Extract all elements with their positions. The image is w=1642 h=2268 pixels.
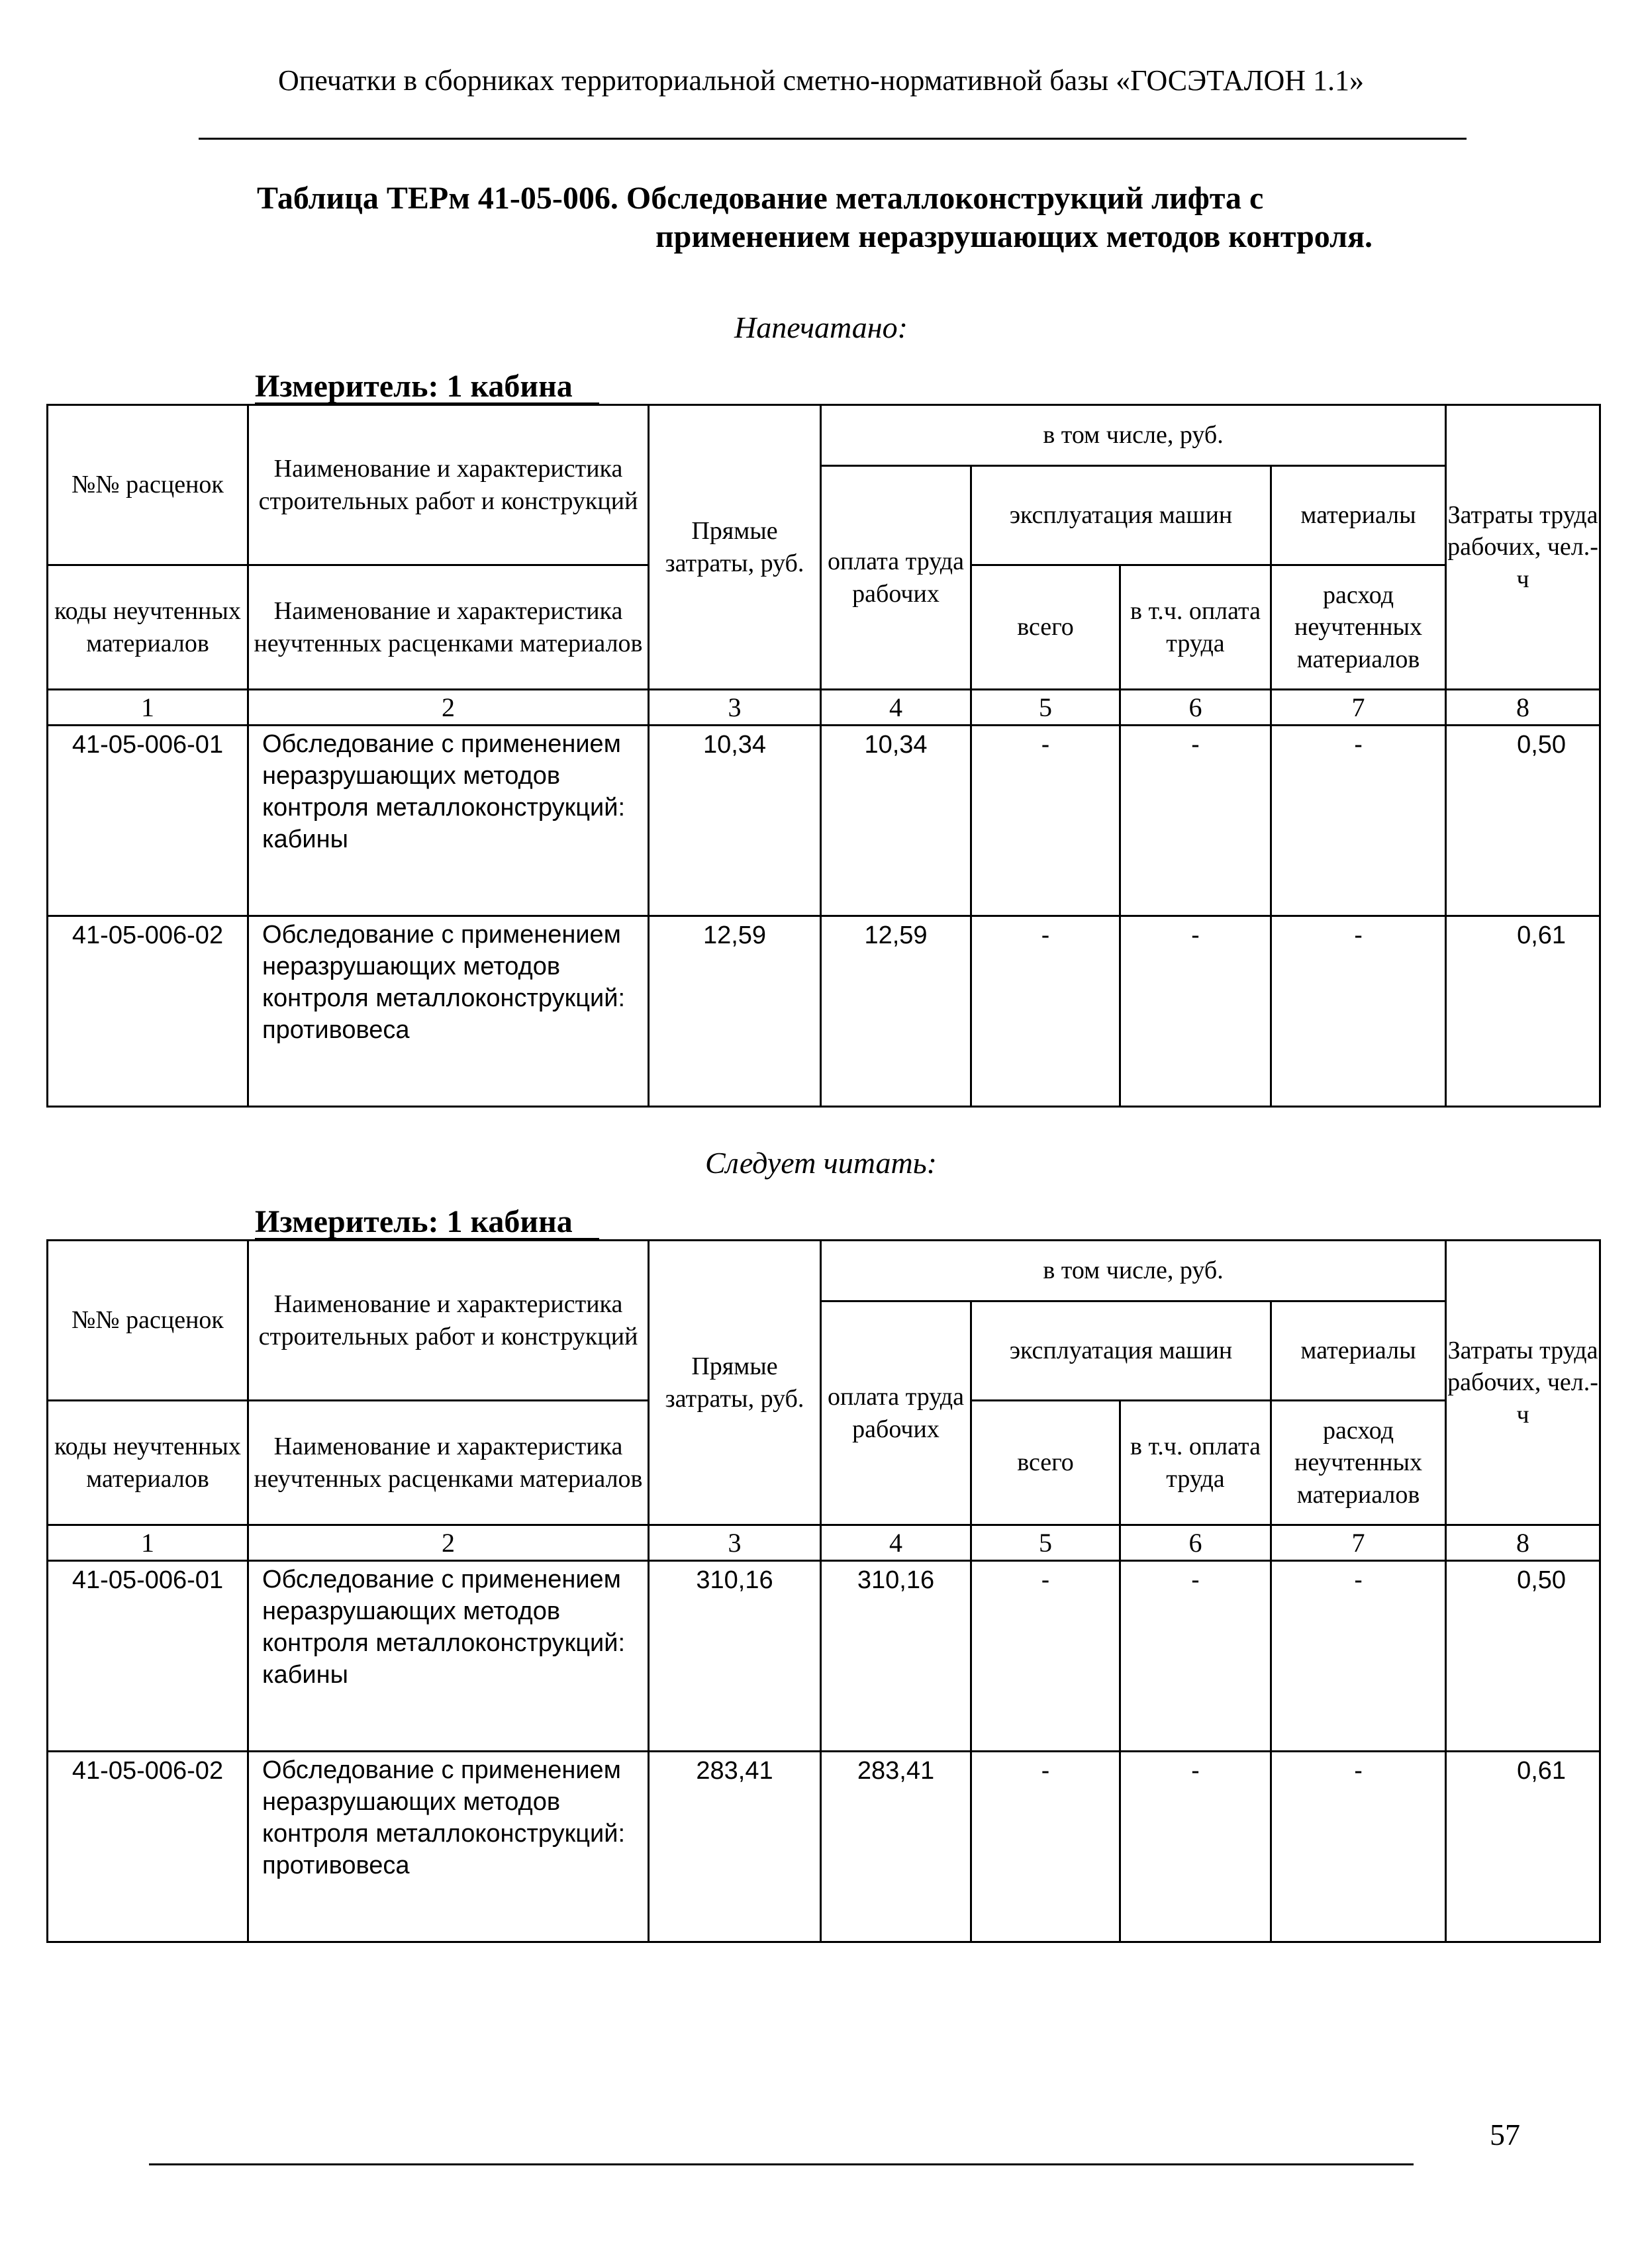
- col-number: 8: [1446, 1525, 1600, 1561]
- header-rule: [199, 138, 1467, 140]
- machines-pay-value: -: [1120, 1752, 1271, 1942]
- col-header-including: в том числе, руб.: [821, 405, 1446, 466]
- col-header-including: в том числе, руб.: [821, 1241, 1446, 1301]
- table-row: [48, 726, 1600, 916]
- table-row: [48, 1752, 1600, 1942]
- rate-description: Обследование с применением неразрушающих методов контроля металлоконструкций: противовеса: [248, 916, 649, 1107]
- direct-costs-value: 283,41: [649, 1752, 821, 1942]
- labor-costs-value: 0,61: [1446, 916, 1600, 1107]
- rate-description: Обследование с применением неразрушающих методов контроля металлоконструкций: кабины: [248, 1561, 649, 1752]
- rate-code: 41-05-006-01: [48, 726, 248, 916]
- materials-value: -: [1271, 1752, 1446, 1942]
- col-header-machines-total: всего: [971, 565, 1120, 690]
- rate-description: Обследование с применением неразрушающих методов контроля металлоконструкций: кабины: [248, 726, 649, 916]
- rate-code: 41-05-006-01: [48, 1561, 248, 1752]
- col-header-codes: коды неучтенных материалов: [48, 565, 248, 690]
- col-header-machines: эксплуатация машин: [971, 1301, 1271, 1401]
- table-title-line-1: Таблица ТЕРм 41-05-006. Обследование металлоконструкций лифта с: [257, 181, 1264, 216]
- machines-total-value: -: [971, 1752, 1120, 1942]
- col-number: 8: [1446, 690, 1600, 726]
- materials-value: -: [1271, 1561, 1446, 1752]
- col-number: 7: [1271, 1525, 1446, 1561]
- col-header-materials: материалы: [1271, 466, 1446, 565]
- machines-total-value: -: [971, 916, 1120, 1107]
- labor-pay-value: 10,34: [821, 726, 971, 916]
- col-number: 2: [248, 1525, 649, 1561]
- col-header-machines-total: всего: [971, 1401, 1120, 1525]
- rate-description: Обследование с применением неразрушающих методов контроля металлоконструкций: противовеса: [248, 1752, 649, 1942]
- col-number: 5: [971, 1525, 1120, 1561]
- labor-pay-value: 12,59: [821, 916, 971, 1107]
- labor-costs-value: 0,50: [1446, 726, 1600, 916]
- col-header-machines: эксплуатация машин: [971, 466, 1271, 565]
- col-header-work-name: Наименование и характеристика строительных работ и конструкций: [248, 405, 649, 565]
- meter-label-printed: Измеритель: 1 кабина: [255, 369, 573, 404]
- col-header-labor-pay: оплата труда рабочих: [821, 466, 971, 690]
- materials-value: -: [1271, 726, 1446, 916]
- col-number: 6: [1120, 690, 1271, 726]
- correct-label: Следует читать:: [705, 1146, 937, 1180]
- col-header-work-name: Наименование и характеристика строительных работ и конструкций: [248, 1241, 649, 1401]
- col-number: 7: [1271, 690, 1446, 726]
- labor-pay-value: 310,16: [821, 1561, 971, 1752]
- col-header-machines-pay: в т.ч. оплата труда: [1120, 565, 1271, 690]
- machines-total-value: -: [971, 726, 1120, 916]
- col-header-direct-costs: Прямые затраты, руб.: [649, 1241, 821, 1525]
- col-header-material-name: Наименование и характеристика неучтенных расценками материалов: [248, 565, 649, 690]
- col-header-materials: материалы: [1271, 1301, 1446, 1401]
- col-number: 3: [649, 1525, 821, 1561]
- col-header-labor-costs: Затраты труда рабочих, чел.-ч: [1446, 1241, 1600, 1525]
- col-header-materials-use: расход неучтенных материалов: [1271, 565, 1446, 690]
- table-title-line-2: применением неразрушающих методов контроля.: [655, 219, 1373, 254]
- direct-costs-value: 10,34: [649, 726, 821, 916]
- table-row: [48, 1561, 1600, 1752]
- machines-pay-value: -: [1120, 726, 1271, 916]
- col-header-rate-no: №№ расценок: [48, 405, 248, 565]
- rates-table-printed: [46, 404, 1601, 1108]
- col-header-codes: коды неучтенных материалов: [48, 1401, 248, 1525]
- rate-code: 41-05-006-02: [48, 1752, 248, 1942]
- col-number: 3: [649, 690, 821, 726]
- col-number: 1: [48, 1525, 248, 1561]
- col-header-rate-no: №№ расценок: [48, 1241, 248, 1401]
- col-header-labor-costs: Затраты труда рабочих, чел.-ч: [1446, 405, 1600, 690]
- labor-costs-value: 0,61: [1446, 1752, 1600, 1942]
- table-row: [48, 916, 1600, 1107]
- col-number: 4: [821, 1525, 971, 1561]
- col-number: 1: [48, 690, 248, 726]
- machines-total-value: -: [971, 1561, 1120, 1752]
- machines-pay-value: -: [1120, 1561, 1271, 1752]
- page-number: 57: [1490, 2118, 1520, 2151]
- rate-code: 41-05-006-02: [48, 916, 248, 1107]
- rates-table-correct: [46, 1239, 1601, 1943]
- col-header-material-name: Наименование и характеристика неучтенных расценками материалов: [248, 1401, 649, 1525]
- machines-pay-value: -: [1120, 916, 1271, 1107]
- col-header-direct-costs: Прямые затраты, руб.: [649, 405, 821, 690]
- col-number: 5: [971, 690, 1120, 726]
- col-header-labor-pay: оплата труда рабочих: [821, 1301, 971, 1525]
- col-header-materials-use: расход неучтенных материалов: [1271, 1401, 1446, 1525]
- labor-pay-value: 283,41: [821, 1752, 971, 1942]
- col-number: 4: [821, 690, 971, 726]
- materials-value: -: [1271, 916, 1446, 1107]
- direct-costs-value: 310,16: [649, 1561, 821, 1752]
- direct-costs-value: 12,59: [649, 916, 821, 1107]
- footer-rule: [149, 2163, 1414, 2165]
- col-header-machines-pay: в т.ч. оплата труда: [1120, 1401, 1271, 1525]
- labor-costs-value: 0,50: [1446, 1561, 1600, 1752]
- col-number: 6: [1120, 1525, 1271, 1561]
- printed-label: Напечатано:: [734, 310, 908, 344]
- meter-label-correct: Измеритель: 1 кабина: [255, 1204, 573, 1239]
- col-number: 2: [248, 690, 649, 726]
- page-header: Опечатки в сборниках территориальной сметно-нормативной базы «ГОСЭТАЛОН 1.1»: [277, 64, 1365, 97]
